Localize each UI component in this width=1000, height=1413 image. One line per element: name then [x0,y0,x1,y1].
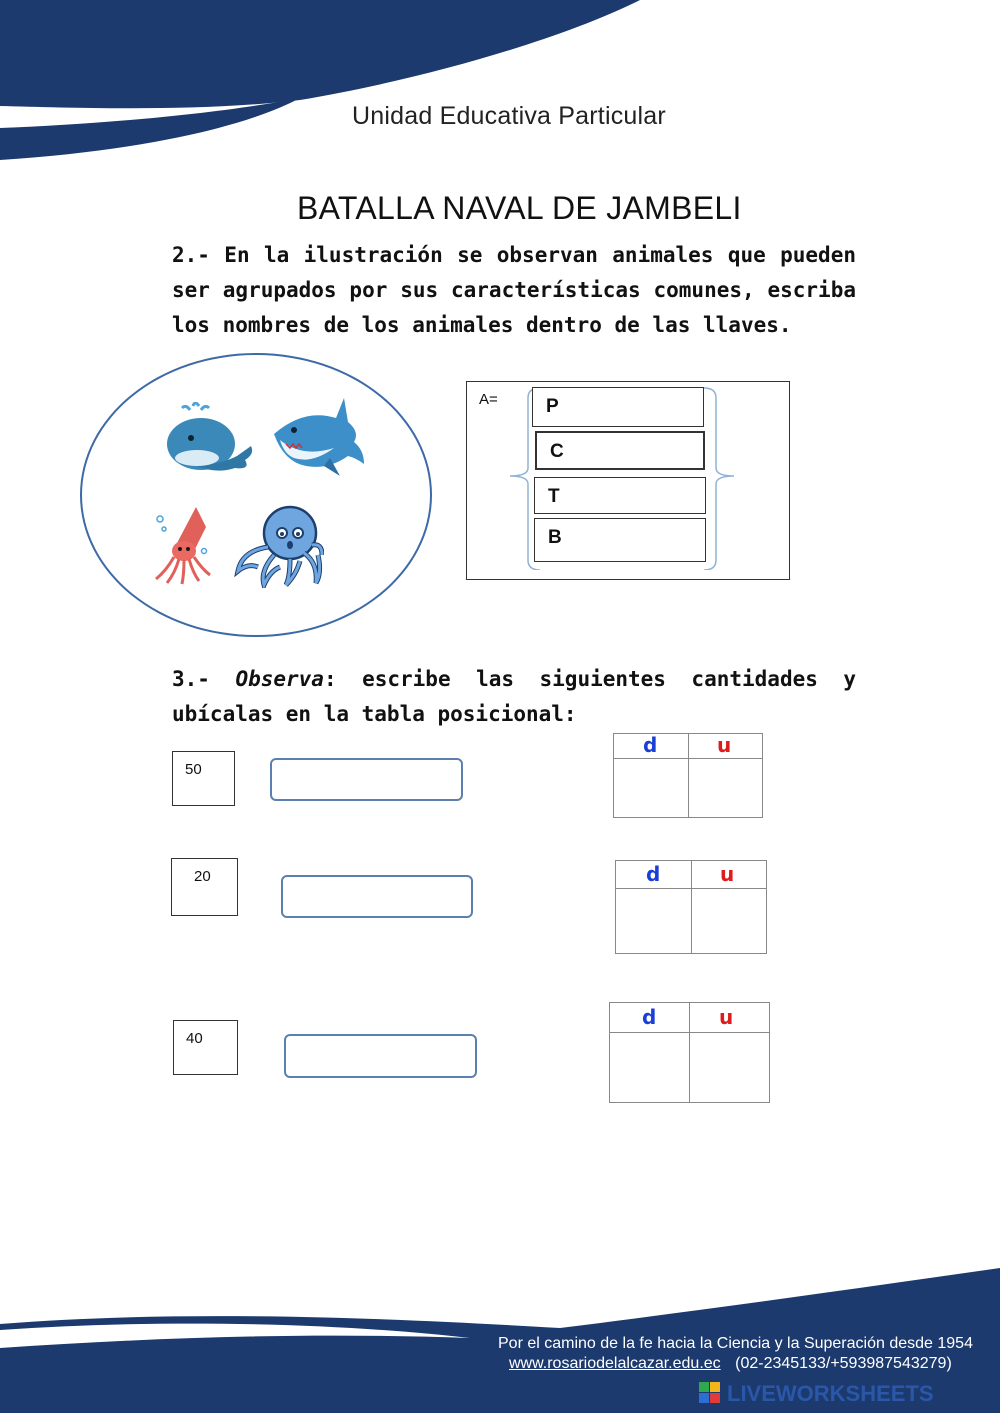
slot-c[interactable]: C [535,431,705,470]
page-title: BATALLA NAVAL DE JAMBELI [297,190,742,226]
tens-header: d [646,863,661,886]
units-header-icon [715,863,745,887]
tens-header: d [643,735,658,757]
place-value-table [615,860,767,954]
place-value-table [609,1002,770,1103]
tens-header-icon [637,1006,665,1030]
slot-p[interactable]: P [532,387,704,427]
shark-icon [270,396,370,481]
liveworksheets-badge[interactable] [699,1381,989,1407]
quantity-box: 20 [171,858,238,916]
footer-website[interactable]: www.rosariodelalcazar.edu.ec [509,1355,721,1372]
tens-header-icon [641,863,669,887]
units-header: u [720,863,735,886]
place-value-table [613,733,763,818]
quantity-box: 40 [173,1020,238,1075]
liveworksheets-logo-icon [699,1382,721,1404]
q3-prefix: 3.- [172,667,236,691]
q3-emphasis: Observa [235,667,324,691]
question-2-text: 2.- En la ilustración se observan animales que pueden ser agrupados por sus características comunes, escriba los nombres de los animales dentro de las llaves. [172,243,856,337]
footer-contact [509,1355,952,1373]
octopus-icon [234,503,324,588]
answer-input[interactable] [270,758,463,801]
units-header: u [719,1006,734,1029]
q3-rest: : escribe las siguientes cantidades y ubícalas en la tabla posicional: [172,667,857,726]
quantity-box: 50 [172,751,235,806]
liveworksheets-label: LIVEWORKSHEETS [727,1381,934,1406]
squid-icon [152,505,217,587]
tens-header: d [642,1006,657,1029]
answer-input[interactable] [281,875,473,918]
slot-t[interactable]: T [534,477,706,514]
answer-input[interactable] [284,1034,477,1078]
whale-icon [163,402,258,474]
animals-oval [80,353,432,637]
slot-b[interactable]: B [534,518,706,562]
header-banner [0,0,1000,175]
school-name: Unidad Educativa Particular [352,102,666,130]
units-header: u [717,735,732,757]
question-3-text [172,662,856,732]
units-header-icon [714,1006,744,1030]
tens-header-icon [638,735,666,757]
footer-phone: (02-2345133/+593987543279) [735,1355,952,1372]
units-header-icon [712,735,742,757]
set-label: A= [479,391,498,408]
footer-motto: Por el camino de la fe hacia la Ciencia y la Superación desde 1954 [498,1335,973,1352]
